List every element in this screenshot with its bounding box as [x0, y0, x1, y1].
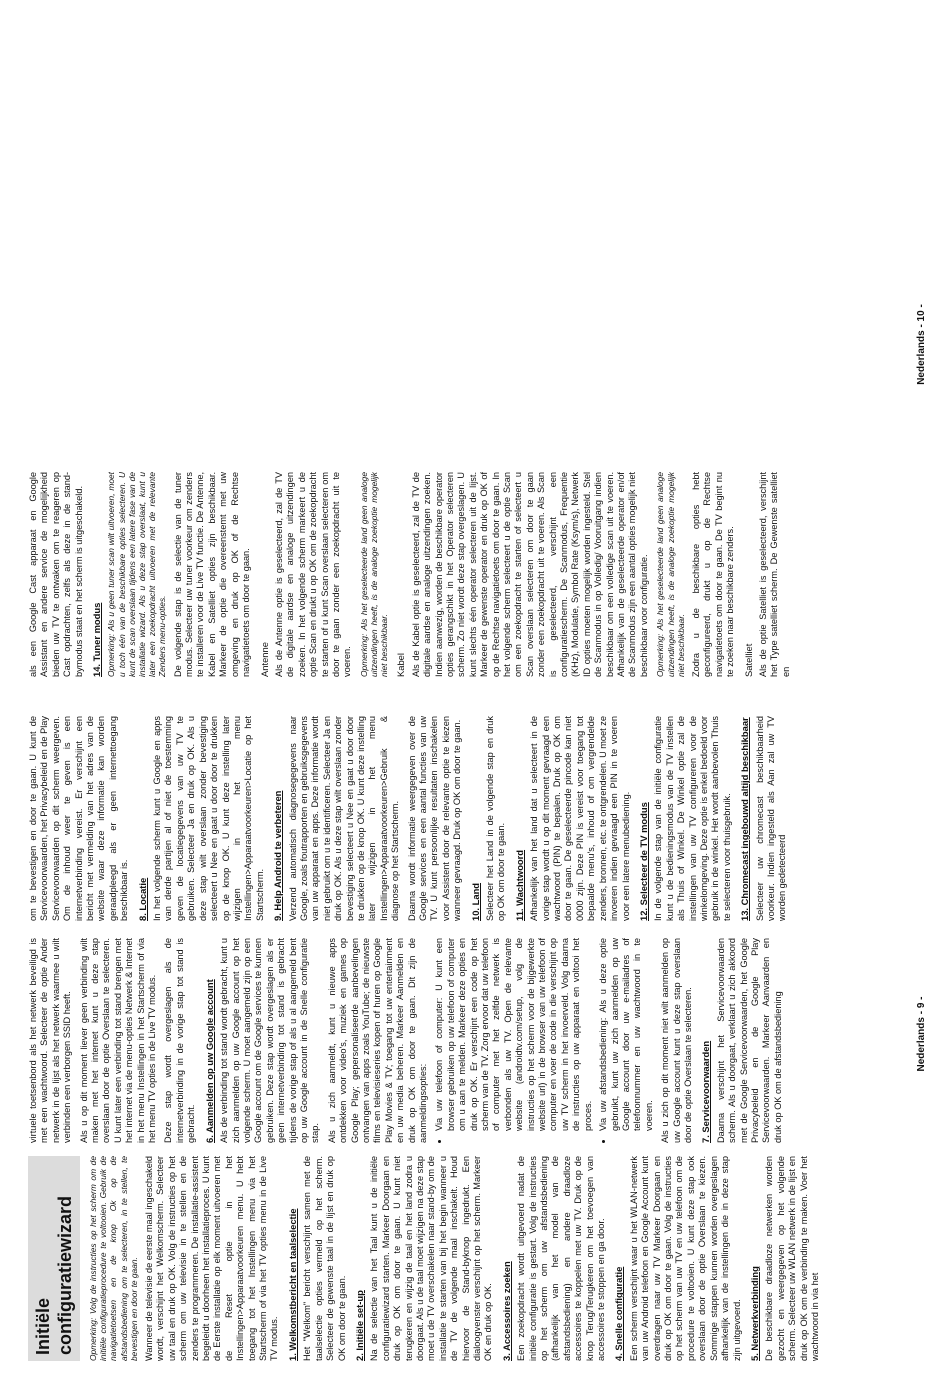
document-title: Initiële configuratiewizard	[28, 1156, 80, 1361]
page9-column-1	[28, 1156, 898, 1361]
section-heading: 9. Help Android te verbeteren	[272, 790, 284, 921]
paragraph: Deze stap wordt overgeslagen als de internetverbinding in de vorige stap tot stand is gebracht.	[163, 938, 197, 1143]
paragraph: Als de optie Satelliet is geselecteerd, verschijnt het Type satelliet scherm. De Gewenste satelliet en	[757, 472, 791, 677]
paragraph: Na de selectie van het Taal kunt u de initiële configuratiewizard starten. Markeer Doorgaan en druk op OK om door te gaan. U kunt niet terugkeren en wijzig de taal en het land zodra u doorgaat. Als u de taal moet wijzigen na deze stap moet u de TV overschakelen naar stand-by om de installatie te starten van bij het begin wanneer u de TV de volgende maal inschakelt. Houd hiervoor de Stand-byknop ingedrukt. Een dialoogvenster verschijnt op het scherm. Markeer OK en druk op OK.	[369, 1156, 494, 1361]
paragraph: Een zoekopdracht wordt uitgevoerd nadat de initiële configuratie is gestart. Volg de instructies op het scherm om uw afstandsbediening (afhankelijk van het model van de afstandsbediening) en andere draadloze accessoires te koppelen met uw TV. Druk op de knop Terug/Terugkeren om het toevoegen van accessoires te stoppen en ga door.	[516, 1156, 607, 1361]
section-heading: 1. Welkomstbericht en taalselectie	[286, 1208, 298, 1361]
paragraph: als een Google Cast apparaat en Google Assistant en andere service de mogelijkheid bieden uw TV te ontwaken om te reageren op Cast opdrachten, zelfs als deze in de stand-bymodus staat en het scherm is uitgeschakeld.	[28, 472, 84, 677]
paragraph: Selecteer uw chromecast beschikbaarheid voorkeur. Indien ingesteld als Aan zal uw TV worden gedetecteerd	[754, 716, 788, 921]
section-heading: 7. Servicevoorwaarden	[700, 1040, 712, 1143]
section-heading: 13. Chromecast ingebouwd altijd beschikbaar	[739, 717, 751, 921]
page-footer: Nederlands - 9 -	[916, 996, 927, 1072]
page9-column-2	[28, 938, 898, 1143]
page9-column-3	[28, 716, 898, 921]
subheading: Kabel	[395, 653, 407, 677]
note: Opmerking: Volg de instructies op het scherm om de initiële configuratieprocedure te voltooien. Gebruik de navigatietoetsen en de knop Ok op de afstandsbediening om te selecteren, in te stellen, te bevestigen en door te gaan.	[88, 1156, 139, 1361]
sign-in-options-list	[434, 938, 655, 1143]
list-item: • Via uw telefoon of computer: U kunt een browser gebruiken op uw telefoon of computer om u aan te melden. Markeer deze opties en druk op OK. Er verschijnt een code op het scherm van de TV. Zorg ervoor dat uw telefoon of computer met het zelfde netwerk is verbonden als uw TV. Open de relevante website (androidtv.com/setup, volg de instructies op het scherm voor de bijgewerkte website url) in de browser van uw telefoon of computer en voer de code in die verschijnt op uw TV scherm in het invoerveld. Volg daarna de instructies op uw apparaat en voltooi het proces.	[434, 938, 594, 1131]
paragraph: om te bevestigen en door te gaan. U kunt de Servicevoorwaarden, het Privacybeleid en de Play Servicevoorwaarden op dit scherm weergeven. Om de inhoud weer te geven is een internetverbinding vereist. Er verschijnt een bericht met vermelding van het adres van de website waar deze informatie kan worden geraadpleegd als er geen internettoegang beschikbaar is.	[28, 716, 130, 921]
section-heading: 2. Initiële set-up	[353, 1290, 365, 1361]
paragraph: In het volgende scherm kunt u Google en apps van derde partijen al of niet de toestemming geven de locatiegegevens van uw TV te gebruiken. Selecteer Ja en druk op OK. Als u deze stap wilt overslaan zonder bevestiging selecteert u Nee en gaat u door door te drukken op de knop OK. U kunt deze instelling later wijzigen in het menu Instellingen>Apparaatvoorkeuren>Locatie op het Startscherm.	[152, 716, 265, 921]
paragraph: Als de Kabel optie is geselecteerd, zal de TV de digitale aardse en analoge uitzendingen zoeken. Indien aanwezig, worden de beschikbare operator opties gerangschikt in het Operator selecteren scherm. Zo niet wordt deze stap overgeslagen. U kunt slechts één operator selecteren uit de lijst. Markeer de gewenste operator en druk op OK of op de Rechtse navigatietoets om door te gaan. In het volgende scherm selecteert u de optie Scan om een zoekopdracht te starten of selecteert u Scan overslaan selecteren om door te gaan zonder een zoekopdracht uit te voeren. Als Scan is geselecteerd, verschijnt een configuratiescherm. De Scanmodus, Frequentie (KHz), Modulatie, Symbol Rate (Ksym/s), Netwerk ID opties moeten mogelijk worden ingesteld. Stel de Scanmodus in op Volledig/ Vooruitgang indien beschikbaar om een volledige scan uit te voeren. Afhankelijk van de geselecteerde operator en/of de Scanmodus zijn een aantal opties mogelijk niet beschikbaar voor configuratie.	[410, 472, 649, 677]
paragraph: Verzend automatisch diagnosegegevens naar Google, zoals foutrapporten en gebruiksgegevens van uw apparaat en apps. Deze informatie wordt niet gebruikt om u te identificeren. Selecteer Ja en druk op OK. Als u deze stap wilt overslaan zonder bevestiging selecteert u Nee en gaat u door door te drukken op de knop OK. U kunt deze instelling later wijzigen in het menu Instellingen>Apparaatvoorkeuren>Gebruik & diagnose op het Startscherm.	[287, 716, 401, 921]
paragraph: Daarna wordt informatie weergegeven over de Google services en een aantal functies van uw TV. U kunt persoonlijke resultaten inschakelen voor Assistent door de relevante optie te kiezen wanneer gevraagd. Druk op OK om door te gaan.	[406, 716, 463, 921]
section-heading: 5. Netwerkverbinding	[748, 1266, 760, 1361]
page10-column-1	[28, 472, 898, 677]
note: Opmerking: Als het geselecteerde land geen analoge uitzendingen heeft, is de analoge zoekoptie mogelijk niet beschikbaar.	[358, 472, 390, 677]
paragraph: Als u zich aanmeldt, kunt u nieuwe apps ontdekken voor video's, muziek en games op Google Play; gepersonaliseerde aanbevelingen ontvangen van apps zoals YouTube; de nieuwste films en televisieseries kopen of huren op Google Play Movies & TV; toegang tot uw entertainment en uw media beheren. Markeer Aanmelden en druk op OK om door te gaan. Dit zijn de aanmeldingsopties:	[326, 938, 428, 1143]
paragraph: Daarna verschijnt het Servicevoorwaarden scherm. Als u doorgaat, verklaart u zich akkoord met de Google Servicevoorwaarden, het Google Privacybeleid en de Google Play Servicevoorwaarden. Markeer Aanvaarden en druk op OK om de afstandsbediening	[715, 938, 783, 1143]
subheading: Antenne	[258, 642, 270, 677]
list-item: • Via uw afstandsbediening: Als u deze optie gebruikt, kunt uw zich aanmelden op uw Google account door uw e-mailadres of telefoonnummer en uw wachtwoord in te voeren.	[598, 938, 655, 1131]
subheading: Satelliet	[742, 643, 754, 677]
paragraph: Als u zich op dit moment niet wilt aanmelden op uw Google account kunt u deze stap overslaan door de optie Overslaan te selecteren.	[660, 938, 693, 1143]
section-heading: 3. Accessoires zoeken	[500, 1261, 512, 1361]
paragraph: Zodra u de beschikbare opties hebt geconfigureerd, drukt u op de Rechtse navigatietoets om door te gaan. De TV begint nu te zoeken naar beschikbare zenders.	[690, 472, 736, 677]
paragraph: De volgende stap is de selectie van de tuner modus. Selecteer uw tuner voorkeur om zenders te installeren voor de Live TV functie. De Antenne, Kabel en Satelliet opties zijn beschikbaar. Markeer de optie die overeenstemt met uw omgeving en druk op OK of de Rechtse navigatietoets om door te gaan.	[172, 472, 252, 677]
note: Opmerking: Als u geen tuner scan wilt uitvoeren, moet u toch één van de beschikbare opties selecteren. U kunt de scan overslaan tijdens een latere fase van de installatie wizard. Als u deze stap overslaat, kunt u later een zoekopdracht uitvoeren met de relevante Zenders menu-opties.	[106, 472, 168, 677]
paragraph: Een scherm verschijnt waar u het WLAN-netwerk van uw Android telefoon en Google Account kunt overdragen naar uw TV Markeer Doorgaan en druk op OK om door te gaan. Volg de instructies op het scherm van uw TV en uw telefoon om de procedure te voltooien. U kunt deze stap ook overslaan door de optie Overslaan te kiezen. Sommige stappen kunnen worden overgeslagen afhankelijk van de instellingen die in deze stap zijn uitgevoerd.	[628, 1156, 742, 1361]
paragraph: Selecteer het Land in de volgende stap en druk op OK om door te gaan.	[485, 716, 507, 921]
page-footer: Nederlands - 10 -	[916, 304, 927, 385]
section-heading: 4. Snelle configuratie	[613, 1266, 625, 1361]
paragraph: Wanneer de televisie de eerste maal ingeschakeld wordt, verschijnt het Welkomscherm. Selecteer uw taal en druk op OK. Volg de instructies op het scherm om uw televisie in te stellen en de zenders te programmeren. De installatie-assistent begeleidt u doorheen het installatieproces. U kunt de Eerste installatie op elk moment uitvoeren met de Reset optie in het Instellingen>Apparaatvoorkeuren menu. U hebt toegang tot het Instellingen menu via het Startscherm of via het TV opties menu in de Live TV modus.	[144, 1156, 280, 1361]
section-heading: 6. Aanmelden op uw Google account	[203, 979, 215, 1143]
paragraph: Het "Welkom" bericht verschijnt samen met de taalselectie opties vermeld op het scherm. Selecteer de gewenste taal in de lijst en druk op OK om door te gaan.	[302, 1156, 347, 1361]
paragraph: Afhankelijk van het land dat u selecteert in de vorige stap wordt u op dit moment gevraagd een wachtwoord (PIN) te bepalen. Druk op OK om door te gaan. De geselecteerde pincode kan niet 0000 zijn. Deze PIN is vereist voor toegang tot bepaalde menu's, inhoud of om vergrendelde zenders, bronnen, etc. te ontgrendelen. U moet ze invoeren indien gevraagd een PIN in te voeren voor een latere menubediening.	[529, 716, 631, 921]
paragraph: Als de Antenne optie is geselecteerd, zal de TV de digitale aardse en analoge uitzendingen zoeken. In het volgende scherm markeert u de optie Scan en drukt u op OK om de zoekopdracht te starten of u kunt Scan overslaan selecteren om door te gaan zonder een zoekopdracht uit te voeren.	[273, 472, 353, 677]
note: Opmerking: Als het geselecteerde land geen analoge uitzendingen heeft, is de analoge zoekoptie mogelijk niet beschikbaar.	[655, 472, 686, 677]
section-heading: 11. Wachtwoord	[513, 849, 525, 921]
paragraph: De beschikbare draadloze netwerken worden gezocht en weergegeven op het volgende scherm. Selecteer uw WLAN netwerk in de lijst en druk op OK om de verbinding te maken. Voer het wachtwoord in via het	[764, 1156, 820, 1361]
section-heading: 8. Locatie	[136, 877, 148, 921]
paragraph: virtuele toetsenbord als het netwerk beveiligd is met een wachtwoord. Selecteer de optie Ander netwerk in de lijst als het netwerk waarmee u wilt verbinden een verborgen SSID heeft.	[28, 938, 73, 1143]
section-heading: 14. Tuner modus	[91, 602, 103, 677]
paragraph: Als u op dit moment liever geen verbinding wilt maken met het internet kunt u deze stap overslaan door de optie Overslaan te selecteren. U kunt later een verbinding tot stand brengen met het internet via de menu-opties Netwerk & Internet in het menu Instellingen in het Startscherm of via het menu TV opties in de Live TV modus.	[78, 938, 158, 1143]
paragraph: Als de verbinding tot stand wordt gebracht, kunt u zich aanmelden op uw Google account op het volgende scherm. U moet aangemeld zijn op een Google account om de Google services te kunnen gebruiken. Deze stap wordt overgeslagen als er geen internetverbinding tot stand is gebracht tijdens de vorige stap of als u al aangemeld bent op uw Google account in de Snelle configuratie stap.	[219, 938, 321, 1143]
page-10	[0, 0, 950, 689]
section-heading: 10. Land	[469, 882, 481, 921]
paragraph: In de volgende stap van de initiële configuratie kunt u de bedieningsmodus van de TV instellen als Thuis of Winkel. De Winkel optie zal de instellingen van uw TV configureren voor de winkelomgeving. Deze optie is enkel bedoeld voor gebruik in de winkel. Het wordt aanbevolen Thuis te selecteren voor thuisgebruik.	[653, 716, 732, 921]
section-heading: 12. Selecteer de TV modus	[637, 802, 649, 921]
page-9	[0, 689, 950, 1379]
